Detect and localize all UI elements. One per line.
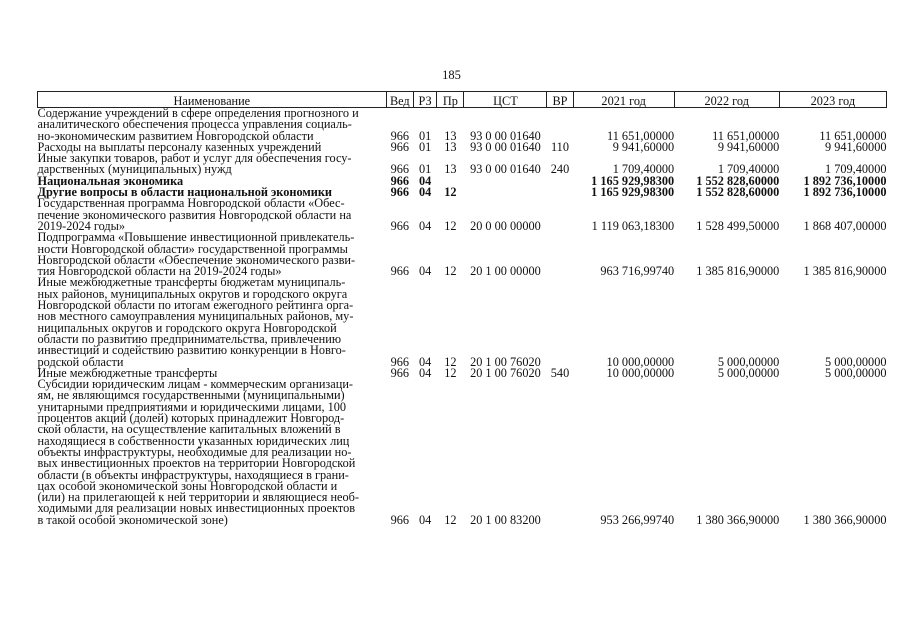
row-name-cell: Субсидии юридическим лицам - коммерческим организаци- ям, не являющимся государственными (муниципальными) унитарными предприятиями и юридическими лицами, 100 процентов акций (долей) которых принадлежит Новгород- ской области, на осуществление капитальных вложений в находящиеся в собственности указанных юридических лиц объекты инфраструктуры, необходимые для реализации но- вых инвестиционных проектов на территории Новгородской области (в объекты инфраструктуры, находящиеся в грани- цах особой экономической зоны Новгородской области и (или) на прилегающей к ней территории и являющиеся необ- ходимыми для реализации новых инвестиционных проектов в такой особой экономической зоне) bbox=[37, 377, 360, 527]
row-cst-cell bbox=[464, 187, 547, 198]
row-pr-cell: 13 bbox=[444, 128, 457, 143]
row-name-cell: Иные межбюджетные трансферты бюджетам муниципаль- ных районов, муниципальных округов и городского округа Новгородской области по итогам ежегодного рейтинга орга- нов местного самоуправления муниципальных районов, му- ниципальных округов и городского округа Новгородской области по развитию предпринимательства, привлечению инвестиций и содействию развитию конкуренции в Новго- родской области bbox=[37, 275, 354, 369]
budget-table bbox=[37, 91, 887, 526]
row-2022-cell: 5 000,00000 bbox=[717, 354, 780, 369]
row-2021-cell: 963 716,99740 bbox=[600, 264, 675, 279]
row-ved-cell: 966 bbox=[390, 139, 410, 154]
row-2022-cell: 1 385 816,90000 bbox=[696, 264, 780, 279]
row-2023-cell: 1 385 816,90000 bbox=[803, 264, 887, 279]
row-ved-cell: 966 bbox=[390, 185, 410, 200]
row-rz-cell: 04 bbox=[418, 512, 432, 527]
row-ved-cell: 966 bbox=[390, 354, 410, 369]
row-2022-cell: 1 552 828,60000 bbox=[696, 185, 780, 200]
row-2023-cell: 5 000,00000 bbox=[825, 354, 887, 369]
row-2022-cell: 1 528 499,50000 bbox=[696, 218, 780, 233]
row-vr-cell: 240 bbox=[550, 162, 570, 177]
row-2021-cell: 953 266,99740 bbox=[600, 512, 675, 527]
row-name-cell: Иные закупки товаров, работ и услуг для обеспечения госу- дарственных (муниципальных) нужд bbox=[37, 151, 352, 177]
row-cst-cell: 93 0 00 01640 bbox=[470, 162, 541, 177]
header-pr: Пр bbox=[437, 92, 464, 108]
header-vr: ВР bbox=[547, 92, 573, 108]
table-row bbox=[38, 277, 887, 367]
row-name-cell: Подпрограмма «Повышение инвестиционной привлекатель- ности Новгородской области» государственной программы Новгородской области «Обеспечение экономического разви- тия Новгородской области на 2019-2024 годы» bbox=[37, 230, 356, 279]
row-pr-cell: 13 bbox=[444, 162, 457, 177]
row-pr-cell: 13 bbox=[444, 139, 457, 154]
row-cst-cell: 20 1 00 83200 bbox=[470, 512, 541, 527]
row-name-cell: Иные межбюджетные трансферты bbox=[37, 365, 218, 380]
row-2022-cell: 11 651,00000 bbox=[712, 128, 780, 143]
header-2021: 2021 год bbox=[573, 92, 674, 108]
row-vr-cell bbox=[547, 232, 573, 277]
row-rz-cell: 01 bbox=[418, 128, 432, 143]
row-2022-cell: 5 000,00000 bbox=[717, 365, 780, 380]
row-ved-cell: 966 bbox=[390, 128, 410, 143]
row-name-cell: Государственная программа Новгородской области «Обес- печение экономического развития Новгородской области на 2019-2024 годы» bbox=[37, 196, 352, 233]
row-rz-cell: 04 bbox=[418, 264, 432, 279]
row-cst-cell: 20 1 00 00000 bbox=[470, 264, 541, 279]
row-name-cell: Другие вопросы в области национальной экономики bbox=[37, 185, 333, 200]
page-number: 185 bbox=[442, 68, 461, 82]
row-2021-cell: 1 119 063,18300 bbox=[591, 218, 675, 233]
header-cst: ЦСТ bbox=[464, 92, 547, 108]
row-vr-cell: 540 bbox=[550, 365, 570, 380]
row-rz-cell: 04 bbox=[418, 354, 432, 369]
row-vr-cell: 110 bbox=[550, 139, 569, 154]
row-2022-cell: 9 941,60000 bbox=[717, 139, 780, 154]
row-2021-cell: 10 000,00000 bbox=[606, 365, 675, 380]
row-2021-cell: 1 709,40000 bbox=[612, 162, 675, 177]
row-vr-cell bbox=[547, 108, 573, 142]
row-2023-cell: 11 651,00000 bbox=[819, 128, 887, 143]
row-name-cell: Расходы на выплаты персоналу казенных учреждений bbox=[37, 139, 322, 154]
row-rz-cell: 01 bbox=[418, 162, 432, 177]
row-ved-cell: 966 bbox=[390, 162, 410, 177]
row-vr-cell bbox=[547, 277, 573, 367]
row-2023-cell: 1 892 736,10000 bbox=[803, 185, 887, 200]
table-row bbox=[38, 108, 887, 142]
row-ved-cell: 966 bbox=[390, 264, 410, 279]
row-vr-cell bbox=[547, 187, 573, 198]
header-ved: Вед bbox=[386, 92, 413, 108]
row-cst-cell: 20 0 00 00000 bbox=[470, 218, 541, 233]
table-row bbox=[38, 379, 887, 526]
row-2021-cell: 1 165 929,98300 bbox=[591, 173, 675, 188]
row-pr-cell: 12 bbox=[444, 264, 457, 279]
row-pr-cell: 12 bbox=[444, 365, 457, 380]
row-pr-cell: 12 bbox=[444, 185, 457, 200]
row-2021-cell: 10 000,00000 bbox=[606, 354, 675, 369]
row-ved-cell: 966 bbox=[390, 365, 410, 380]
row-2023-cell: 1 380 366,90000 bbox=[803, 512, 887, 527]
row-ved-cell: 966 bbox=[390, 173, 410, 188]
row-rz-cell: 04 bbox=[418, 173, 432, 188]
row-2023-cell: 1 868 407,00000 bbox=[803, 218, 887, 233]
header-2022: 2022 год bbox=[674, 92, 779, 108]
row-2021-cell: 11 651,00000 bbox=[607, 128, 675, 143]
row-2022-cell: 1 552 828,60000 bbox=[696, 173, 780, 188]
row-2023-cell: 1 709,40000 bbox=[825, 162, 887, 177]
row-rz-cell: 01 bbox=[418, 139, 432, 154]
row-2021-cell: 1 165 929,98300 bbox=[591, 185, 675, 200]
table-body bbox=[38, 108, 887, 526]
table-row bbox=[38, 153, 887, 176]
row-rz-cell: 04 bbox=[418, 185, 432, 200]
row-2023-cell: 9 941,60000 bbox=[825, 139, 887, 154]
row-vr-cell bbox=[547, 198, 573, 232]
row-pr-cell: 12 bbox=[444, 512, 457, 527]
table-row bbox=[38, 232, 887, 277]
row-2023-cell: 5 000,00000 bbox=[825, 365, 887, 380]
row-cst-cell: 20 1 00 76020 bbox=[470, 354, 541, 369]
header-name: Наименование bbox=[38, 92, 387, 108]
row-pr-cell: 12 bbox=[444, 218, 457, 233]
row-cst-cell: 20 1 00 76020 bbox=[470, 365, 541, 380]
row-vr-cell bbox=[547, 379, 573, 526]
row-pr-cell: 12 bbox=[444, 354, 457, 369]
row-cst-cell bbox=[464, 176, 547, 187]
row-cst-cell: 93 0 00 01640 bbox=[470, 128, 541, 143]
row-ved-cell: 966 bbox=[390, 512, 410, 527]
header-rz: РЗ bbox=[413, 92, 436, 108]
row-2022-cell: 1 380 366,90000 bbox=[696, 512, 780, 527]
row-vr-cell bbox=[547, 176, 573, 187]
row-2021-cell: 9 941,60000 bbox=[612, 139, 675, 154]
row-ved-cell: 966 bbox=[390, 218, 410, 233]
row-name-cell: Национальная экономика bbox=[37, 173, 184, 188]
row-cst-cell: 93 0 00 01640 bbox=[470, 139, 541, 154]
row-name-cell: Содержание учреждений в сфере определения прогнозного и аналитического обеспечения процесса управления социаль- но-экономическим развитием Новгородской области bbox=[37, 106, 359, 143]
row-2023-cell: 1 892 736,10000 bbox=[803, 173, 887, 188]
table-row bbox=[38, 198, 887, 232]
header-2023: 2023 год bbox=[779, 92, 886, 108]
row-rz-cell: 04 bbox=[418, 365, 432, 380]
row-rz-cell: 04 bbox=[418, 218, 432, 233]
row-2022-cell: 1 709,40000 bbox=[717, 162, 780, 177]
